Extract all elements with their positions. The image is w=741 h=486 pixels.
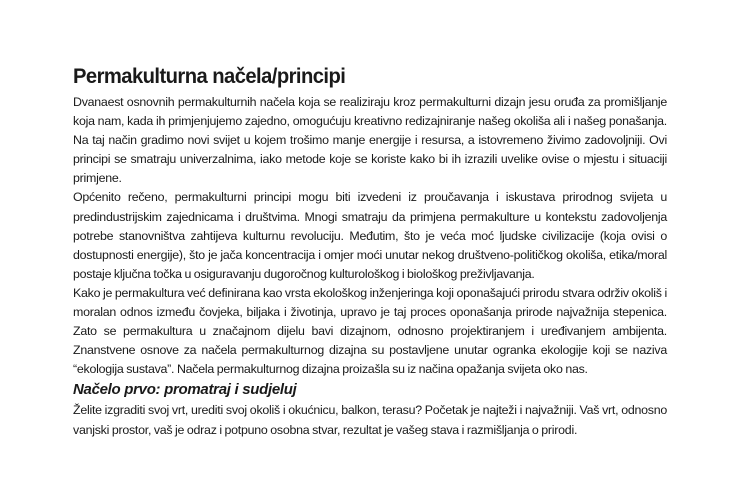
document-page xyxy=(73,62,667,440)
paragraph-design: Kako je permakultura već definirana kao vrsta ekološkog inženjeringa koji oponašajući prirodu stvara održiv okoliš i moralan odnos između čovjeka, biljaka i životinja, upravo je taj proces oponašanja prirode najvažnija stepenica. Zato se permakultura u značajnom dijelu bavi dizajnom, odnosno projektiranjem i uređivanjem ambijenta. Znanstvene osnove za načela permakulturnog dizajna su postavljene unutar ogranka ekologije koji se naziva “ekologija sustava”. Načela permakulturnog dizajna proizašla su iz načina opažanja svijeta oko nas. xyxy=(73,285,667,377)
paragraph-principles-origin: Općenito rečeno, permakulturni principi mogu biti izvedeni iz proučavanja i iskustava prirodnog svijeta u predindustrijskim zajednicama i društvima. Mnogi smatraju da primjena permakulture u kontekstu zadovoljenja potrebe stanovništva zahtijeva kulturnu revoluciju. Međutim, što je veća moć ljudske civilizacije (koja ovisi o dostupnosti energije), što je jača koncentracija i omjer moći unutar nekog društveno-političkog okoliša, etika/moral postaje ključna točka u osiguravanju dugoročnog kulturološkog i biološkog preživljavanja. xyxy=(73,190,667,281)
paragraph-intro: Dvanaest osnovnih permakulturnih načela koja se realiziraju kroz permakulturni dizajn jesu oruđa za promišljanje koja nam, kada ih primjenjujemo zajedno, omogućuju kreativno redizajniranje našeg okoliša ali i našeg ponašanja. Na taj način gradimo novi svijet u kojem trošimo manje energije i resursa, a istovremeno živimo zadovoljniji. Ovi principi se smatraju univerzalnima, iako metode koje se koriste kako bi ih izrazili uvelike ovise o mjestu i situaciji primjene. xyxy=(73,95,667,186)
page-title: Permakulturna načela/principi xyxy=(73,64,346,88)
section-heading: Načelo prvo: promatraj i sudjeluj xyxy=(73,381,297,399)
paragraph-section-one: Želite izgraditi svoj vrt, urediti svoj okoliš i okućnicu, balkon, terasu? Početak je najteži i najvažniji. Vaš vrt, odnosno vanjski prostor, vaš je odraz i potpuno osobna stvar, rezultat je vašeg stava i razmišljanja o prirodi. xyxy=(73,403,667,437)
